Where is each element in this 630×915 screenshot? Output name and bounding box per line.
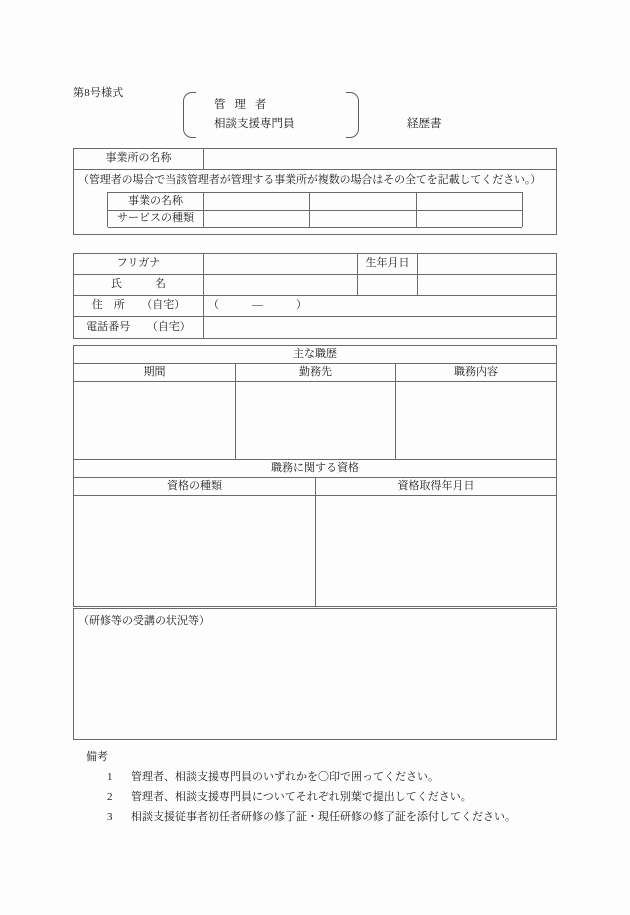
phone-row <box>74 317 556 338</box>
furigana-label: フリガナ <box>74 254 204 274</box>
qualification-heading: 職務に関する資格 <box>74 460 556 478</box>
service-type-label: サービスの種類 <box>108 210 204 228</box>
dob-label: 生年月日 <box>358 254 418 274</box>
career-column-header-row <box>74 364 556 382</box>
business-name-input-3[interactable] <box>417 193 522 211</box>
person-section <box>73 253 557 339</box>
title-row <box>183 92 442 138</box>
role-option-manager[interactable]: 管 理 者 <box>214 99 270 111</box>
career-col-duties: 職務内容 <box>396 364 556 382</box>
role-choice-group <box>196 92 346 138</box>
name-input[interactable] <box>204 275 358 295</box>
role-option-counselor[interactable]: 相談支援専門員 <box>214 118 295 130</box>
office-note: （管理者の場合で当該管理者が管理する事業所が複数の場合はその全てを記載してください。） <box>78 174 542 186</box>
list-item <box>86 787 586 807</box>
dob-label-spacer <box>358 275 418 295</box>
office-name-row <box>74 149 556 170</box>
dob-input-spacer[interactable] <box>418 275 556 295</box>
qual-column-header-row <box>74 478 556 496</box>
remarks-section <box>86 748 586 827</box>
qual-col-type: 資格の種類 <box>74 478 316 496</box>
office-name-label: 事業所の名称 <box>74 149 204 169</box>
name-row <box>74 275 556 296</box>
table-row <box>108 210 522 227</box>
service-type-input-3[interactable] <box>417 210 522 228</box>
form-number: 第8号様式 <box>73 87 124 99</box>
qual-type-input[interactable] <box>74 496 316 606</box>
qual-date-input[interactable] <box>316 496 556 606</box>
career-col-workplace: 勤務先 <box>236 364 396 382</box>
furigana-input[interactable] <box>204 254 358 274</box>
right-bracket-icon <box>346 92 359 138</box>
dob-input[interactable] <box>418 254 556 274</box>
business-subtable-wrap <box>74 192 556 234</box>
service-type-input-2[interactable] <box>310 210 416 228</box>
training-section[interactable] <box>73 608 557 740</box>
career-col-period: 期間 <box>74 364 236 382</box>
business-subtable <box>107 192 523 227</box>
table-row <box>108 193 522 210</box>
business-name-label: 事業の名称 <box>108 193 204 211</box>
list-item <box>86 807 586 827</box>
address-label: 住 所 （自宅） <box>74 296 204 316</box>
remark-number: 1 <box>107 771 113 783</box>
remark-text: 管理者、相談支援専門員のいずれかを〇印で囲ってください。 <box>131 771 439 783</box>
left-bracket-icon <box>183 92 196 138</box>
office-section <box>73 148 557 235</box>
phone-input[interactable] <box>204 317 556 338</box>
remark-number: 3 <box>107 811 113 823</box>
training-note: （研修等の受講の状況等） <box>78 615 210 627</box>
qual-body-row <box>74 496 556 606</box>
phone-label: 電話番号 （自宅） <box>74 317 204 338</box>
remark-text: 相談支援従事者初任者研修の修了証・現任研修の修了証を添付してください。 <box>131 811 516 823</box>
qual-heading-row <box>74 460 556 478</box>
address-row <box>74 296 556 317</box>
business-name-input-2[interactable] <box>310 193 416 211</box>
name-label: 氏 名 <box>74 275 204 295</box>
qualification-section <box>73 459 557 607</box>
service-type-input-1[interactable] <box>204 210 310 228</box>
address-input[interactable]: （ ― ） <box>208 299 307 312</box>
remark-number: 2 <box>107 791 113 803</box>
career-heading-row <box>74 346 556 364</box>
career-heading: 主な職歴 <box>74 346 556 364</box>
remark-text: 管理者、相談支援専門員についてそれぞれ別葉で提出してください。 <box>131 791 472 803</box>
business-name-input-1[interactable] <box>204 193 310 211</box>
furigana-row <box>74 254 556 275</box>
list-item <box>86 767 586 787</box>
qual-col-date: 資格取得年月日 <box>316 478 556 496</box>
document-title: 経歴書 <box>407 118 442 130</box>
office-name-input[interactable] <box>204 149 556 169</box>
remarks-title: 備考 <box>86 751 108 763</box>
